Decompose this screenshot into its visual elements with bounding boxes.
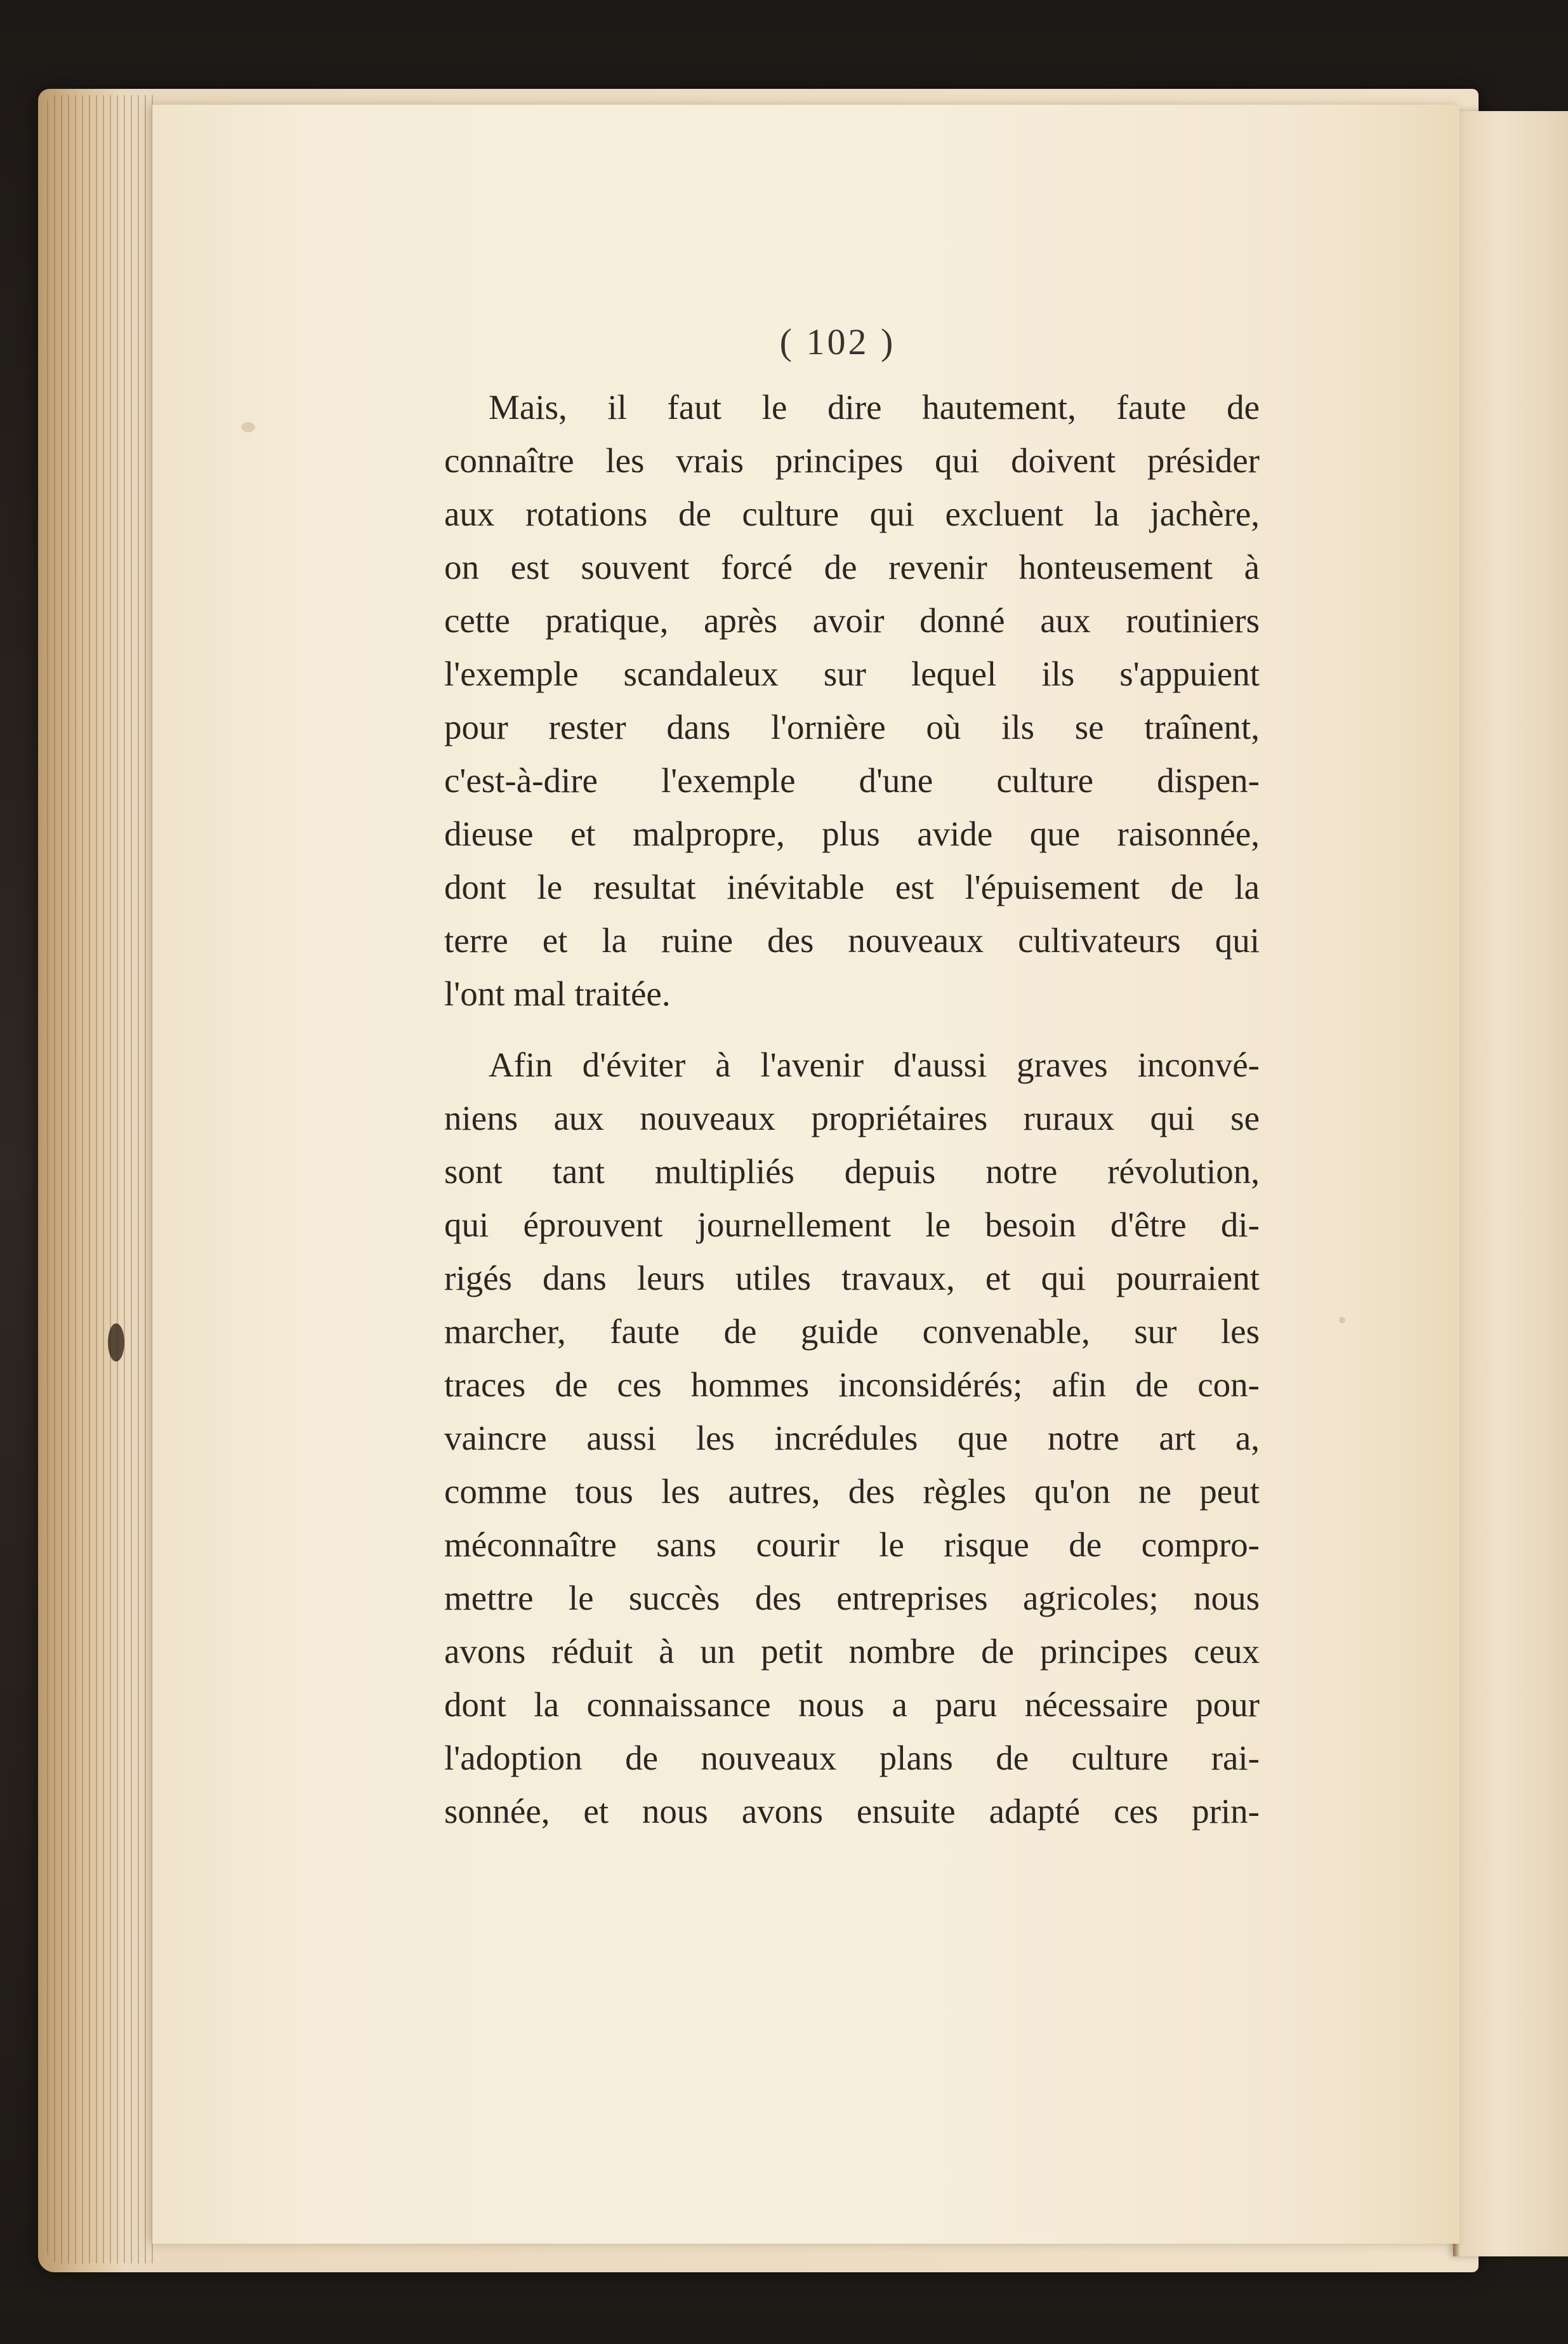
text-line: sont tant multipliés depuis notre révolution,: [444, 1152, 1260, 1191]
text-line: l'ont mal traitée.: [444, 974, 671, 1013]
text-line: on est souvent forcé de revenir honteusement à: [444, 548, 1260, 586]
facing-page-edge: [1453, 111, 1568, 2256]
text-line: c'est-à-dire l'exemple d'une culture dispen-: [444, 761, 1260, 800]
text-line: avons réduit à un petit nombre de principes ceux: [444, 1632, 1260, 1671]
text-line: l'adoption de nouveaux plans de culture rai-: [444, 1738, 1260, 1777]
text-line: dont la connaissance nous a paru nécessaire pour: [444, 1685, 1260, 1724]
text-line: rigés dans leurs utiles travaux, et qui pourraient: [444, 1259, 1260, 1297]
text-line: qui éprouvent journellement le besoin d'être di-: [444, 1205, 1260, 1244]
text-line: dont le resultat inévitable est l'épuisement de la: [444, 868, 1260, 906]
text-line: mettre le succès des entreprises agricoles; nous: [444, 1579, 1260, 1617]
text-line: Afin d'éviter à l'avenir d'aussi graves inconvé-: [489, 1045, 1260, 1084]
page-number: ( 102 ): [779, 321, 896, 362]
text-line: connaître les vrais principes qui doivent présider: [444, 441, 1260, 480]
paper-stain: [108, 1323, 124, 1361]
text-line: marcher, faute de guide convenable, sur les: [444, 1312, 1260, 1351]
paper-stain: [1339, 1317, 1345, 1323]
paragraph-2: [444, 1038, 1260, 1838]
text-line: vaincre aussi les incrédules que notre art a,: [444, 1419, 1260, 1457]
text-line: aux rotations de culture qui excluent la jachère,: [444, 494, 1260, 533]
paragraph-1: [444, 381, 1260, 1021]
text-line: comme tous les autres, des règles qu'on ne peut: [444, 1472, 1260, 1511]
text-line: terre et la ruine des nouveaux cultivateurs qui: [444, 921, 1260, 960]
text-line: dieuse et malpropre, plus avide que raisonnée,: [444, 814, 1260, 853]
text-line: Mais, il faut le dire hautement, faute de: [489, 388, 1260, 427]
text-line: pour rester dans l'ornière où ils se traînent,: [444, 708, 1260, 746]
text-line: sonnée, et nous avons ensuite adapté ces prin-: [444, 1792, 1260, 1831]
body-text: [444, 381, 1260, 1838]
text-line: niens aux nouveaux propriétaires ruraux qui se: [444, 1099, 1260, 1137]
text-line: traces de ces hommes inconsidérés; afin de con-: [444, 1365, 1260, 1404]
paper-stain: [241, 422, 255, 432]
text-line: l'exemple scandaleux sur lequel ils s'appuient: [444, 654, 1260, 693]
text-line: cette pratique, après avoir donné aux routiniers: [444, 601, 1260, 640]
text-line: méconnaître sans courir le risque de compro-: [444, 1525, 1260, 1564]
paragraph-gap: [444, 1021, 1260, 1038]
